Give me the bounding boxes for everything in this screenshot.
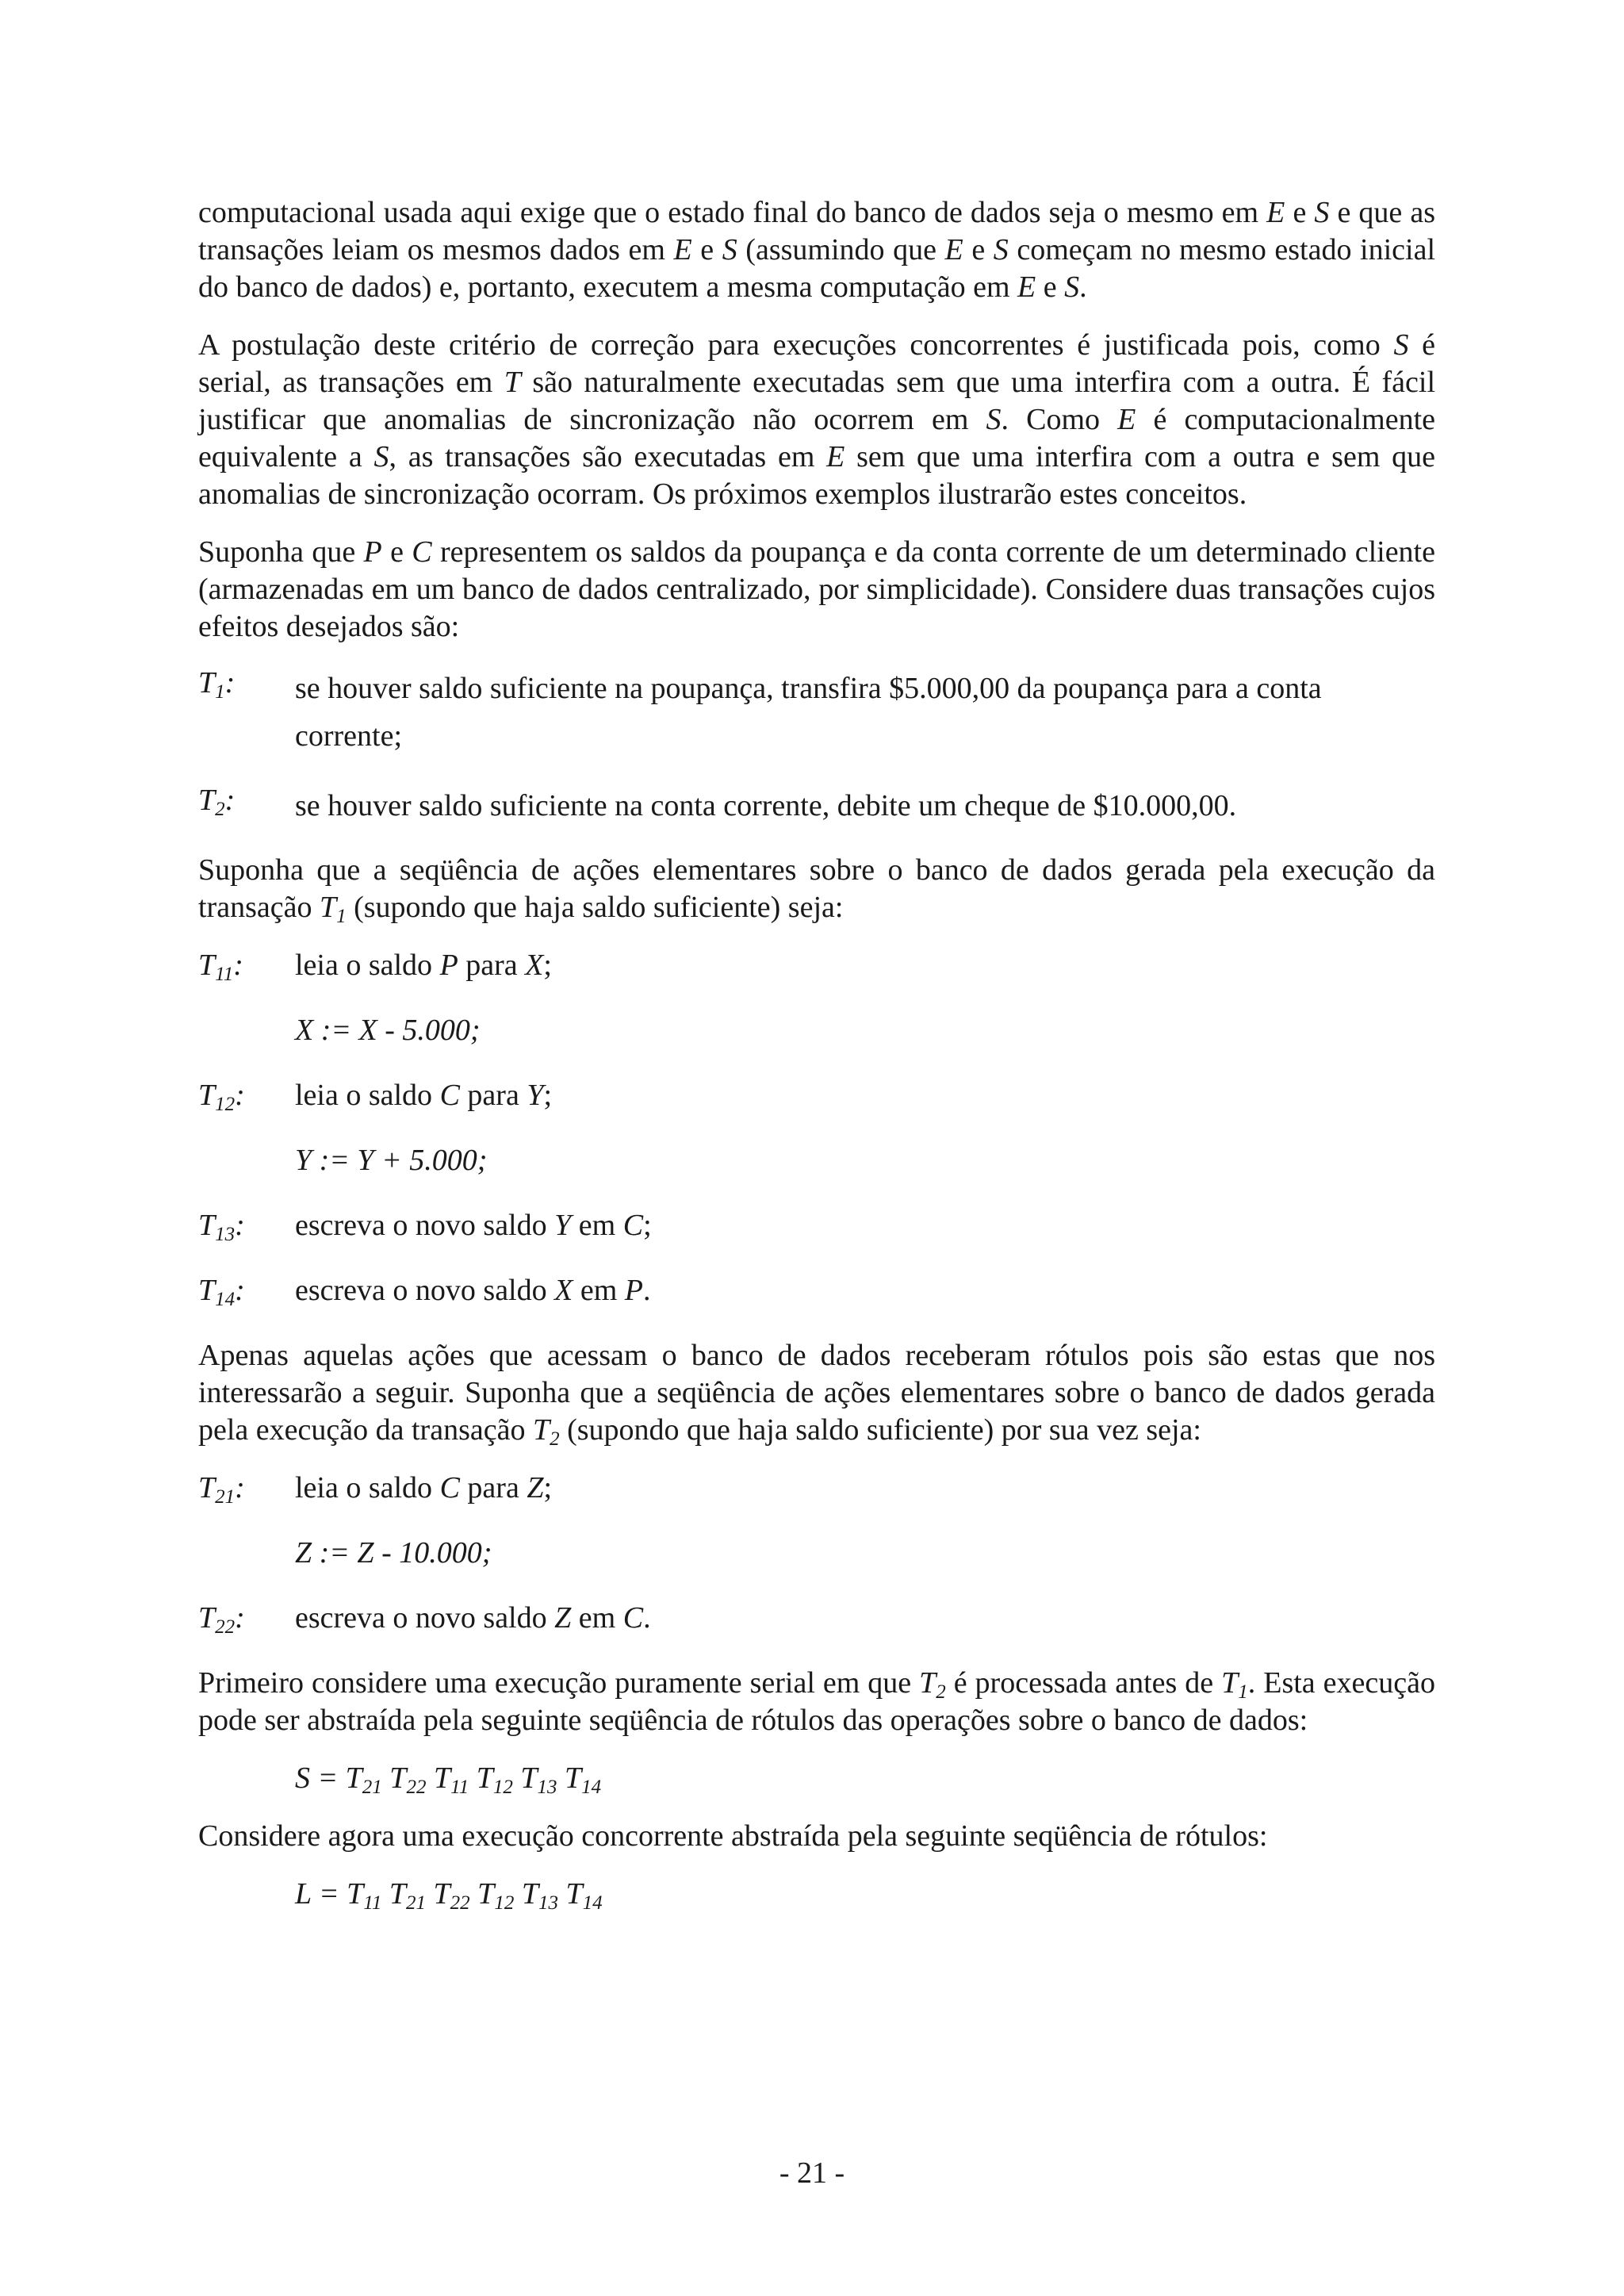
step-label-t11: $T_{11}$: xyxy=(198,949,243,985)
step-t22: $T_{22}$: escreva o novo saldo Z em C. xyxy=(198,1601,651,1638)
transaction-t2-definition xyxy=(198,782,1435,830)
transaction-t1-text: se houver saldo suficiente na poupança, transfira $5.000,00 da poupança para a conta corrente; xyxy=(295,672,1322,753)
paragraph-2: A postulação deste critério de correção para execuções concorrentes é justificada pois, como S é serial, as transações em T são naturalmente executadas sem que uma interfira com a outra. É fácil justificar que anomalias de sincronização não ocorrem em S. Como E é computacionalmente equivalente a S, as transações são executadas em E sem que uma interfira com a outra e sem que anomalias de sincronização ocorram. Os próximos exemplos ilustrarão estes conceitos. xyxy=(198,328,1436,511)
concurrent-sequence-l: $L = T_{11}$ $T_{21}$ $T_{22}$ $T_{12}$ $T_{13}$ $T_{14}$ xyxy=(295,1877,603,1914)
paragraph-4: Suponha que a seqüência de ações elementares sobre o banco de dados gerada pela execução da transação $T_1$ (supondo que haja saldo suficiente) seja: xyxy=(198,853,1435,927)
paragraph-6: Primeiro considere uma execução puramente serial em que $T_2$ é processada antes de $T_1$. Esta execução pode ser abstraída pela seguinte seqüência de rótulos das operações sobre o banco de dados: xyxy=(198,1666,1435,1737)
paragraph-5: Apenas aquelas ações que acessam o banco de dados receberam rótulos pois são estas que nos interessarão a seguir. Suponha que a seqüência de ações elementares sobre o banco de dados gerada pela execução da transação $T_2$ (supondo que haja saldo suficiente) por sua vez seja: xyxy=(198,1339,1435,1450)
step-t13: $T_{13}$: escreva o novo saldo Y em C; xyxy=(198,1209,652,1245)
serial-sequence-s: $S = T_{21}$ $T_{22}$ $T_{11}$ $T_{12}$ $T_{13}$ $T_{14}$ xyxy=(295,1761,602,1798)
step-t21: $T_{21}$: leia o saldo C para Z; xyxy=(198,1471,553,1508)
equation-z: Z := Z - 10.000; xyxy=(295,1536,492,1570)
paragraph-7: Considere agora uma execução concorrente abstraída pela seguinte seqüência de rótulos: xyxy=(198,1819,1268,1853)
equation-x: X := X - 5.000; xyxy=(295,1014,481,1047)
paragraph-1: computacional usada aqui exige que o estado final do banco de dados seja o mesmo em E e S e que as transações leiam os mesmos dados em E e S (assumindo que E e S começam no mesmo estado inicial do banco de dados) e, portanto, executem a mesma computação em E e S. xyxy=(198,196,1436,304)
step-label-t22: $T_{22}$: xyxy=(198,1601,245,1638)
transaction-label-t1: $T_1$: xyxy=(198,666,236,703)
step-t12: $T_{12}$: leia o saldo C para Y; xyxy=(198,1079,553,1115)
equation-y: Y := Y + 5.000; xyxy=(295,1144,488,1177)
step-label-t14: $T_{14}$: xyxy=(198,1274,245,1310)
transaction-label-t2: $T_2$: xyxy=(198,784,236,820)
transaction-t2-text: se houver saldo suficiente na conta corrente, debite um cheque de $10.000,00. xyxy=(295,789,1237,822)
step-label-t21: $T_{21}$: xyxy=(198,1471,245,1508)
step-label-t12: $T_{12}$: xyxy=(198,1079,245,1115)
step-t11: $T_{11}$: leia o saldo P para X; xyxy=(198,949,552,985)
step-label-t13: $T_{13}$: xyxy=(198,1209,245,1245)
paragraph-3: Suponha que P e C representem os saldos da poupança e da conta corrente de um determinado cliente (armazenadas em um banco de dados centralizado, por simplicidade). Considere duas transações cujos efeitos desejados são: xyxy=(198,535,1435,643)
transaction-t1-definition xyxy=(198,665,1435,760)
page-number: - 21 - xyxy=(779,2156,845,2190)
document-body xyxy=(198,194,1435,1934)
step-t14: $T_{14}$: escreva o novo saldo X em P. xyxy=(198,1274,651,1310)
